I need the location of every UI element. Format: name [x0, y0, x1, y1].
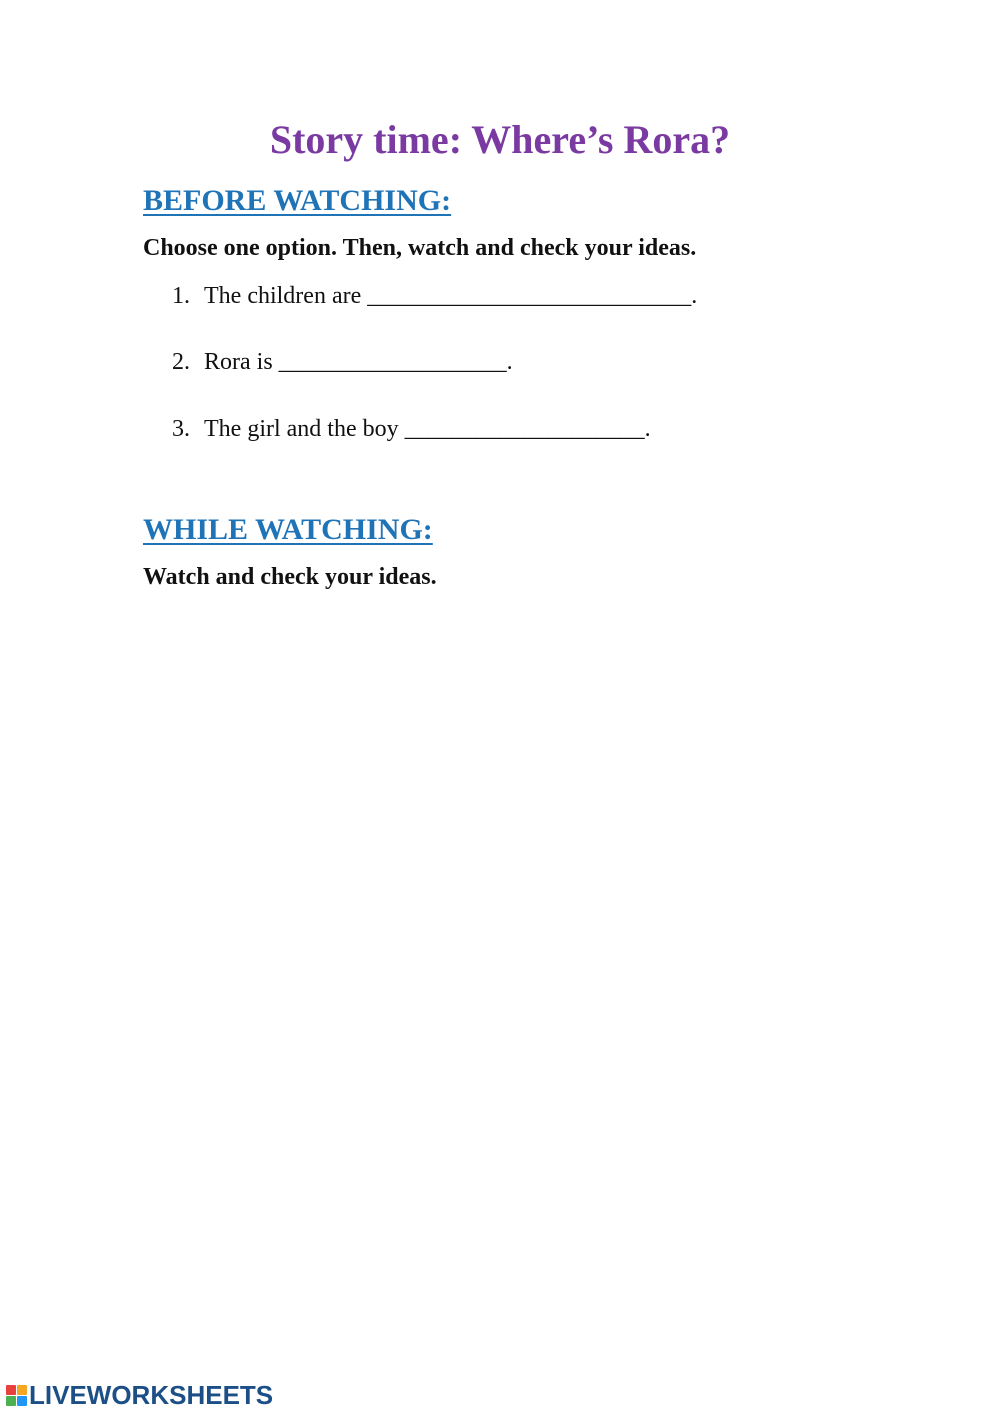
while-watching-heading: WHILE WATCHING: [143, 513, 433, 546]
question-text: The children are ___________________________. [204, 283, 698, 309]
while-watching-instruction: Watch and check your ideas. [143, 564, 437, 590]
logo-block [6, 1396, 16, 1406]
question-number: 1. [172, 283, 190, 309]
logo-block [6, 1385, 16, 1395]
question-item [172, 349, 513, 375]
liveworksheets-logo [6, 1380, 273, 1410]
logo-text: LIVEWORKSHEETS [29, 1380, 274, 1410]
logo-blocks-icon [6, 1385, 27, 1406]
page-title: Story time: Where’s Rora? [269, 117, 731, 162]
logo-block [17, 1385, 27, 1395]
logo-block [17, 1396, 27, 1406]
question-item [172, 416, 651, 442]
question-number: 3. [172, 416, 190, 442]
before-watching-instruction: Choose one option. Then, watch and check your ideas. [143, 235, 697, 261]
question-text: Rora is ___________________. [204, 349, 513, 375]
question-text: The girl and the boy ____________________. [204, 416, 651, 442]
question-number: 2. [172, 349, 190, 375]
question-item [172, 283, 697, 309]
before-watching-heading: BEFORE WATCHING: [143, 184, 452, 217]
